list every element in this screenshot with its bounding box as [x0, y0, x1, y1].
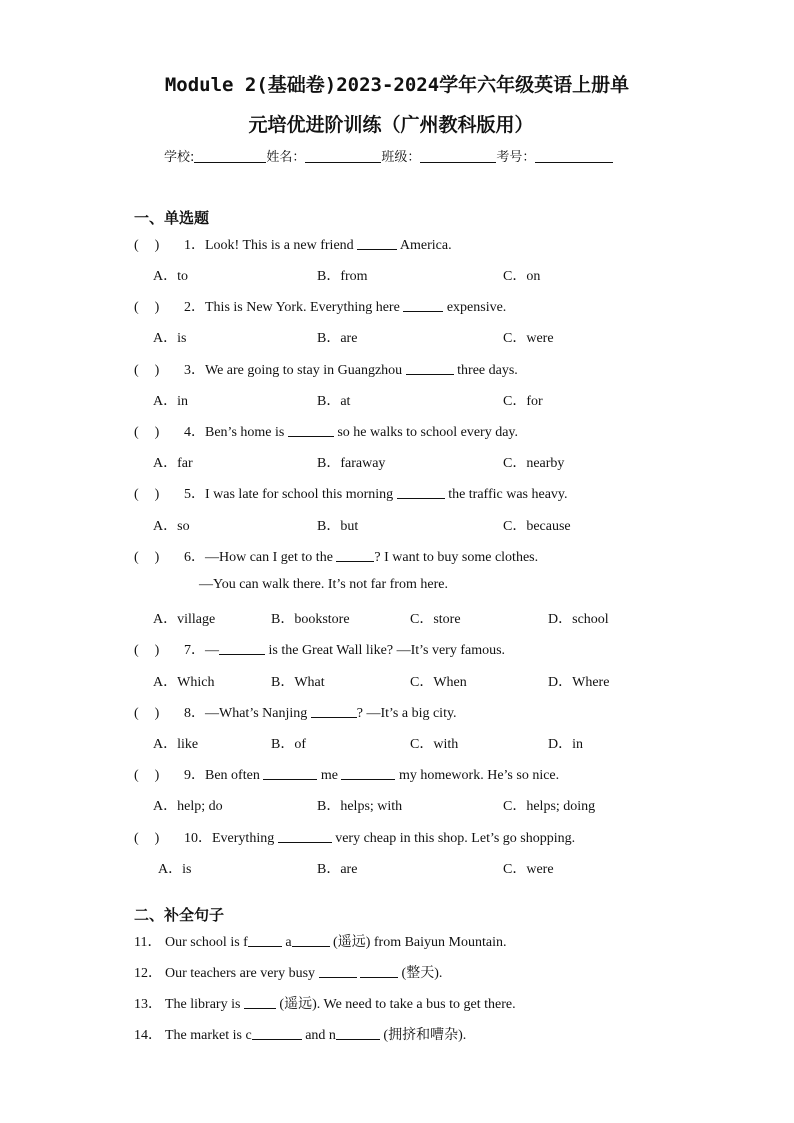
question-number: 13．: [134, 997, 162, 1012]
question-number: 4．: [184, 425, 205, 440]
option-text: in: [177, 394, 189, 409]
option-letter: A．: [153, 799, 178, 814]
option-d[interactable]: [548, 608, 609, 628]
fill-item-14: [134, 1024, 466, 1044]
option-b[interactable]: [317, 515, 358, 535]
option-c[interactable]: [503, 452, 564, 472]
option-c[interactable]: [503, 858, 554, 878]
option-letter: B．: [271, 612, 295, 627]
option-c[interactable]: [410, 733, 458, 753]
answer-paren-close: ): [154, 300, 160, 315]
option-text: village: [177, 612, 216, 627]
answer-paren-open: (: [134, 487, 139, 502]
answer-paren-close: ): [154, 425, 160, 440]
option-c[interactable]: [410, 671, 467, 691]
option-text: helps; doing: [526, 799, 596, 814]
option-c[interactable]: [503, 265, 540, 285]
answer-paren-close: ): [154, 487, 160, 502]
question-text: the traffic was heavy.: [444, 487, 568, 502]
answer-paren-close: ): [154, 643, 160, 658]
fill-item-11: [134, 931, 506, 951]
option-letter: C．: [410, 612, 434, 627]
answer-blank[interactable]: [406, 362, 454, 375]
question-text: ? I want to buy some clothes.: [374, 550, 539, 565]
option-a[interactable]: [153, 327, 186, 347]
answer-blank[interactable]: [397, 486, 445, 499]
question-number: 9．: [184, 768, 205, 783]
question-text: my homework. He’s so nice.: [395, 768, 560, 783]
answer-blank[interactable]: [252, 1027, 302, 1040]
option-letter: A．: [153, 269, 178, 284]
option-text: of: [294, 737, 307, 752]
option-letter: B．: [271, 737, 295, 752]
answer-blank[interactable]: [278, 830, 332, 843]
option-letter: C．: [503, 394, 527, 409]
answer-paren-open: (: [134, 300, 139, 315]
answer-blank[interactable]: [360, 965, 398, 978]
question-number: 1．: [184, 238, 205, 253]
option-c[interactable]: [503, 795, 595, 815]
option-letter: C．: [503, 799, 527, 814]
question-text: The library is: [165, 997, 244, 1012]
question-3: [134, 359, 518, 379]
option-letter: A．: [153, 519, 178, 534]
answer-blank[interactable]: [263, 767, 317, 780]
option-a[interactable]: [153, 515, 190, 535]
exam-no-blank[interactable]: [535, 149, 613, 163]
question-5: [134, 483, 568, 503]
section-heading-multiple-choice: 一、单选题: [134, 209, 210, 227]
option-letter: C．: [410, 737, 434, 752]
question-text: (遥远). We need to take a bus to get there.: [275, 997, 516, 1012]
answer-paren-close: ): [154, 706, 160, 721]
worksheet-title-line2: 元培优进阶训练（广州教科版用）: [248, 114, 534, 136]
option-text: at: [340, 394, 351, 409]
option-letter: B．: [271, 675, 295, 690]
option-text: were: [526, 331, 554, 346]
exam-no-label: 考号：: [496, 150, 536, 165]
answer-blank[interactable]: [341, 767, 395, 780]
option-text: nearby: [526, 456, 565, 471]
question-text: We are going to stay in Guangzhou: [205, 363, 406, 378]
question-text: a: [281, 935, 292, 950]
answer-blank[interactable]: [248, 934, 282, 947]
answer-blank[interactable]: [403, 299, 443, 312]
answer-paren-close: ): [154, 768, 160, 783]
option-text: far: [177, 456, 193, 471]
option-letter: A．: [153, 737, 178, 752]
fill-item-13: [134, 993, 516, 1013]
question-text: Everything: [212, 831, 278, 846]
question-number: 6．: [184, 550, 205, 565]
option-a[interactable]: [153, 795, 223, 815]
question-text: and n: [301, 1028, 336, 1043]
question-number: 14．: [134, 1028, 162, 1043]
answer-paren-open: (: [134, 831, 139, 846]
question-text: three days.: [453, 363, 518, 378]
option-letter: C．: [503, 269, 527, 284]
question-text: Our teachers are very busy: [165, 966, 319, 981]
answer-paren-close: ): [154, 363, 160, 378]
option-text: with: [433, 737, 459, 752]
option-text: When: [433, 675, 467, 690]
question-text: Our school is f: [165, 935, 248, 950]
option-letter: A．: [153, 456, 178, 471]
question-9: [134, 764, 559, 784]
option-b[interactable]: [317, 390, 350, 410]
answer-paren-close: ): [154, 550, 160, 565]
answer-blank[interactable]: [288, 424, 334, 437]
option-c[interactable]: [503, 390, 543, 410]
option-a[interactable]: [153, 390, 188, 410]
option-b[interactable]: [317, 795, 402, 815]
question-text: (整天).: [398, 966, 443, 981]
question-6-reply: —You can walk there. It’s not far from here.: [199, 577, 448, 592]
question-7: [134, 639, 505, 659]
fill-item-12: [134, 962, 442, 982]
option-letter: A．: [153, 612, 178, 627]
option-text: in: [572, 737, 584, 752]
question-text: ? —It’s a big city.: [356, 706, 457, 721]
class-label: 班级：: [381, 150, 421, 165]
option-letter: B．: [317, 799, 341, 814]
option-text: were: [526, 862, 554, 877]
option-c[interactable]: [410, 608, 461, 628]
question-number: 7．: [184, 643, 205, 658]
question-8: [134, 702, 457, 722]
question-text: (拥挤和嘈杂).: [379, 1028, 467, 1043]
question-number: 8．: [184, 706, 205, 721]
answer-paren-open: (: [134, 768, 139, 783]
option-letter: B．: [317, 862, 341, 877]
student-info-row: [164, 146, 613, 165]
answer-paren-open: (: [134, 550, 139, 565]
option-letter: C．: [503, 456, 527, 471]
option-letter: C．: [503, 331, 527, 346]
option-text: is: [182, 862, 192, 877]
answer-blank[interactable]: [336, 1027, 380, 1040]
option-c[interactable]: [503, 327, 554, 347]
option-text: to: [177, 269, 189, 284]
option-text: helps; with: [340, 799, 403, 814]
option-letter: A．: [153, 331, 178, 346]
option-c[interactable]: [503, 515, 571, 535]
answer-paren-open: (: [134, 643, 139, 658]
option-text: help; do: [177, 799, 223, 814]
worksheet-title-line1: Module 2(基础卷)2023-2024学年六年级英语上册单: [164, 74, 630, 96]
question-4: [134, 421, 518, 441]
question-6: [134, 546, 538, 566]
option-a[interactable]: [153, 452, 193, 472]
answer-blank[interactable]: [319, 965, 357, 978]
question-text: —What’s Nanjing: [205, 706, 311, 721]
option-a[interactable]: [158, 858, 191, 878]
option-b[interactable]: [317, 265, 368, 285]
option-letter: A．: [153, 394, 178, 409]
question-number: 10．: [184, 831, 212, 846]
question-text: very cheap in this shop. Let’s go shopping.: [331, 831, 576, 846]
answer-paren-open: (: [134, 363, 139, 378]
answer-paren-close: ): [154, 238, 160, 253]
name-blank[interactable]: [305, 149, 381, 163]
option-d[interactable]: [548, 671, 609, 691]
option-a[interactable]: [153, 671, 214, 691]
answer-blank[interactable]: [311, 705, 357, 718]
question-text: Look! This is a new friend: [205, 238, 358, 253]
option-d[interactable]: [548, 733, 583, 753]
question-10: [134, 827, 575, 847]
answer-paren-close: ): [154, 831, 160, 846]
option-b[interactable]: [271, 733, 306, 753]
option-a[interactable]: [153, 265, 188, 285]
option-text: on: [526, 269, 541, 284]
name-label: 姓名：: [266, 150, 306, 165]
option-b[interactable]: [317, 327, 357, 347]
answer-paren-open: (: [134, 706, 139, 721]
section-heading-complete-sentences: 二、补全句子: [134, 906, 225, 924]
option-text: so: [177, 519, 190, 534]
question-text: Ben’s home is: [205, 425, 288, 440]
option-letter: B．: [317, 394, 341, 409]
question-text: The market is c: [165, 1028, 252, 1043]
question-number: 5．: [184, 487, 205, 502]
question-text: —: [205, 643, 219, 658]
option-text: from: [340, 269, 368, 284]
question-text: I was late for school this morning: [205, 487, 397, 502]
option-letter: B．: [317, 331, 341, 346]
option-text: for: [526, 394, 543, 409]
option-text: but: [340, 519, 359, 534]
option-letter: A．: [158, 862, 183, 877]
option-letter: B．: [317, 519, 341, 534]
answer-blank[interactable]: [219, 642, 265, 655]
option-letter: D．: [548, 612, 573, 627]
option-a[interactable]: [153, 733, 198, 753]
option-text: bookstore: [294, 612, 350, 627]
option-text: is: [177, 331, 187, 346]
question-number: 2．: [184, 300, 205, 315]
question-number: 12．: [134, 966, 162, 981]
option-letter: A．: [153, 675, 178, 690]
option-text: store: [433, 612, 461, 627]
option-a[interactable]: [153, 608, 215, 628]
option-text: like: [177, 737, 199, 752]
option-text: Where: [572, 675, 610, 690]
question-text: me: [317, 768, 342, 783]
option-letter: D．: [548, 675, 573, 690]
answer-paren-open: (: [134, 238, 139, 253]
option-text: What: [294, 675, 325, 690]
question-text: Ben often: [205, 768, 264, 783]
question-text: America.: [397, 238, 452, 253]
option-text: school: [572, 612, 609, 627]
question-text: —How can I get to the: [205, 550, 337, 565]
option-text: Which: [177, 675, 215, 690]
question-number: 11．: [134, 935, 162, 950]
option-text: are: [340, 862, 358, 877]
question-text: expensive.: [443, 300, 507, 315]
answer-blank[interactable]: [244, 996, 276, 1009]
option-letter: B．: [317, 456, 341, 471]
option-letter: C．: [503, 862, 527, 877]
question-2: [134, 296, 506, 316]
option-b[interactable]: [271, 608, 350, 628]
option-text: because: [526, 519, 571, 534]
option-letter: D．: [548, 737, 573, 752]
option-letter: B．: [317, 269, 341, 284]
option-b[interactable]: [271, 671, 325, 691]
question-number: 3．: [184, 363, 205, 378]
school-blank[interactable]: [194, 149, 266, 163]
answer-blank[interactable]: [292, 934, 330, 947]
option-b[interactable]: [317, 858, 357, 878]
option-b[interactable]: [317, 452, 385, 472]
question-text: so he walks to school every day.: [333, 425, 519, 440]
question-text: (遥远) from Baiyun Mountain.: [329, 935, 507, 950]
answer-blank[interactable]: [336, 549, 374, 562]
option-text: are: [340, 331, 358, 346]
question-text: is the Great Wall like? —It’s very famous.: [265, 643, 506, 658]
option-text: faraway: [340, 456, 386, 471]
option-letter: C．: [503, 519, 527, 534]
option-letter: C．: [410, 675, 434, 690]
question-text: This is New York. Everything here: [205, 300, 404, 315]
question-1: [134, 234, 452, 254]
answer-paren-open: (: [134, 425, 139, 440]
answer-blank[interactable]: [357, 237, 397, 250]
class-blank[interactable]: [420, 149, 496, 163]
school-label: 学校:: [164, 150, 195, 165]
